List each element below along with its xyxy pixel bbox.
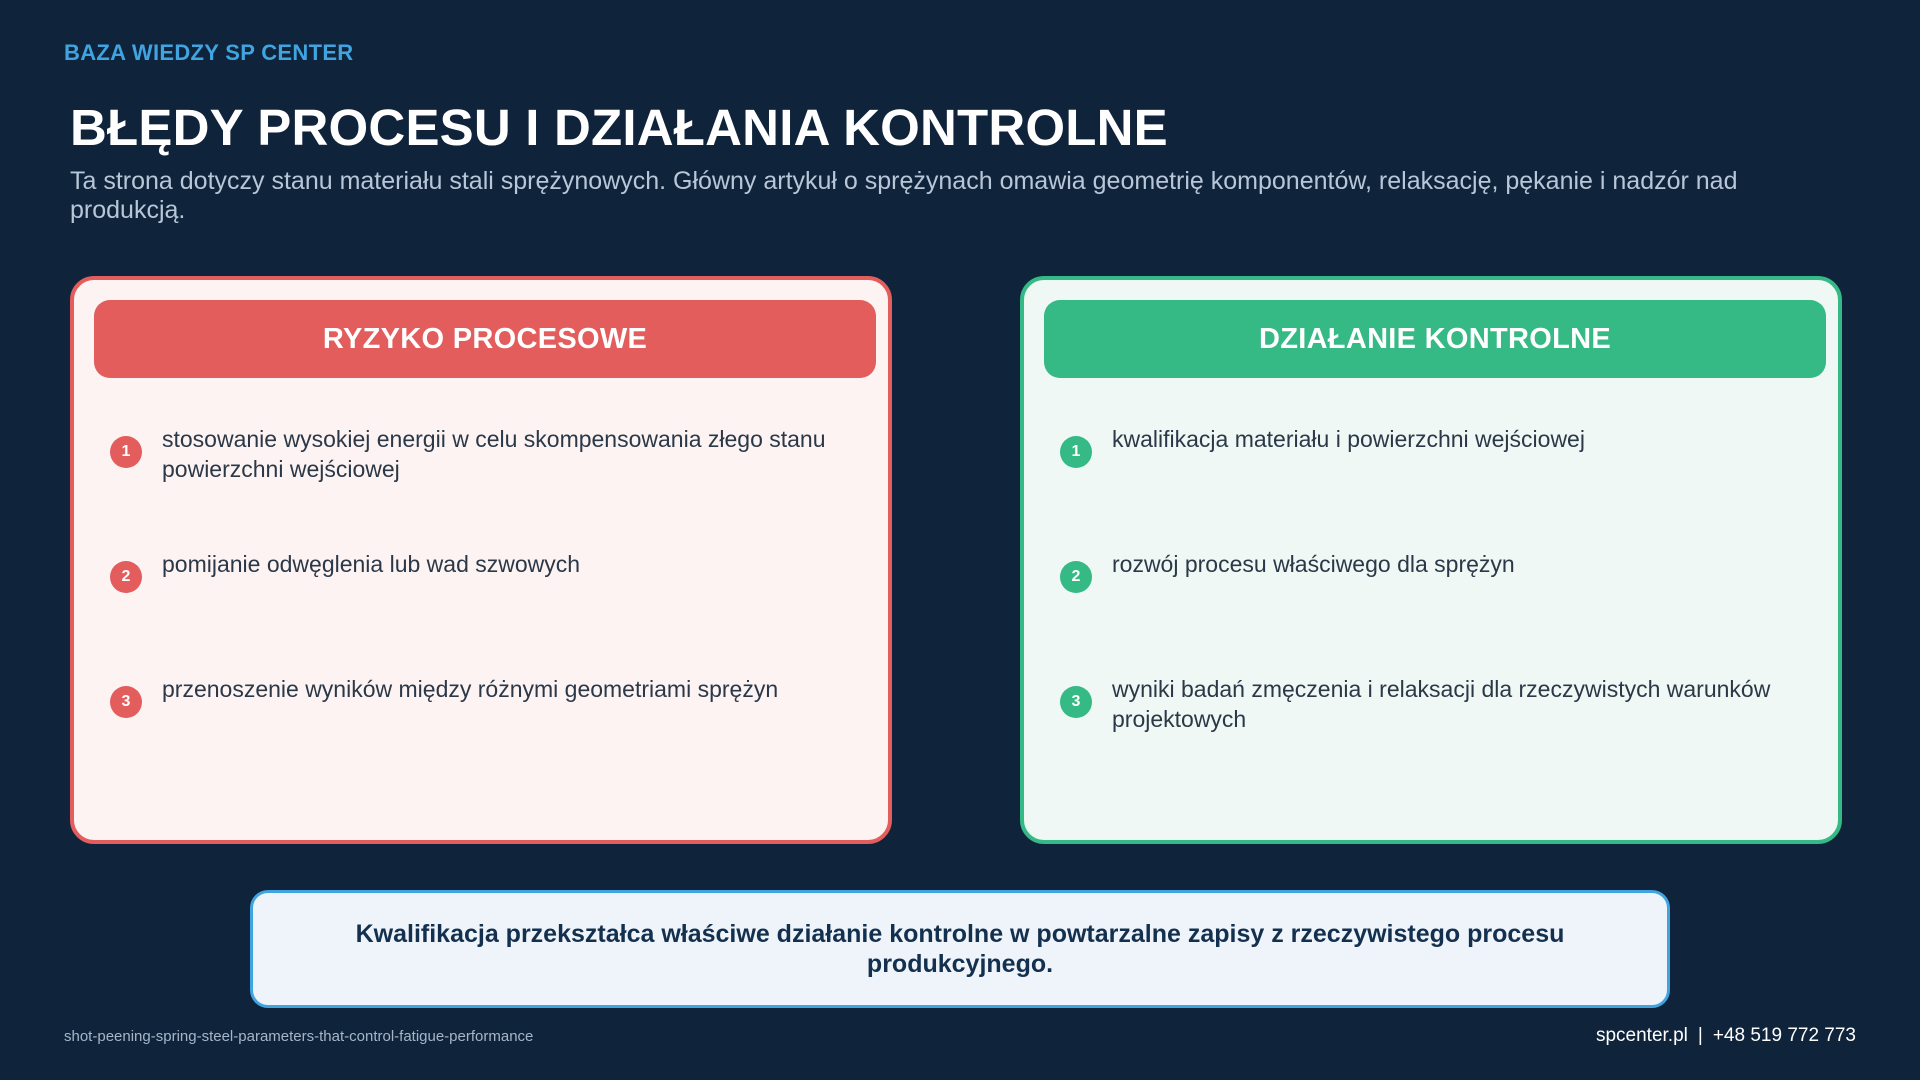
control-card-header: DZIAŁANIE KONTROLNE [1044,300,1826,378]
footer-slug: shot-peening-spring-steel-parameters-that-control-fatigue-performance [64,1028,534,1045]
control-item-text: rozwój procesu właściwego dla sprężyn [1112,551,1515,577]
number-badge: 3 [1060,686,1092,718]
summary-callout: Kwalifikacja przekształca właściwe działanie kontrolne w powtarzalne zapisy z rzeczywistego procesu produkcyjnego. [250,890,1670,1008]
footer-contact [1596,1025,1856,1047]
number-badge: 1 [110,436,142,468]
risk-card-header: RYZYKO PROCESOWE [94,300,876,378]
brand-label: BAZA WIEDZY SP CENTER [64,40,354,65]
risk-item [110,674,850,718]
risk-item [110,424,850,484]
risk-item [110,549,850,593]
control-item-text: wyniki badań zmęczenia i relaksacji dla rzeczywistych warunków projektowych [1112,676,1771,732]
control-item [1060,549,1800,593]
phone-number[interactable]: +48 519 772 773 [1712,1025,1856,1046]
number-badge: 3 [110,686,142,718]
risk-card [70,276,892,844]
footer-separator: | [1697,1025,1703,1046]
number-badge: 2 [1060,561,1092,593]
page-subtitle: Ta strona dotyczy stanu materiału stali sprężynowych. Główny artykuł o sprężynach omawia geometrię komponentów, relaksację, pękanie i nadzór nad produkcją. [70,167,1738,224]
control-card [1020,276,1842,844]
control-item-text: kwalifikacja materiału i powierzchni wejściowej [1112,426,1585,452]
website-link[interactable]: spcenter.pl [1595,1025,1688,1046]
risk-item-text: pomijanie odwęglenia lub wad szwowych [162,551,581,577]
number-badge: 1 [1060,436,1092,468]
control-item [1060,424,1800,468]
control-item [1060,674,1800,734]
number-badge: 2 [110,561,142,593]
page-title: BŁĘDY PROCESU I DZIAŁANIA KONTROLNE [70,99,1168,156]
risk-item-text: przenoszenie wyników między różnymi geometriami sprężyn [162,676,779,702]
risk-item-text: stosowanie wysokiej energii w celu skompensowania złego stanu powierzchni wejściowej [162,426,826,482]
